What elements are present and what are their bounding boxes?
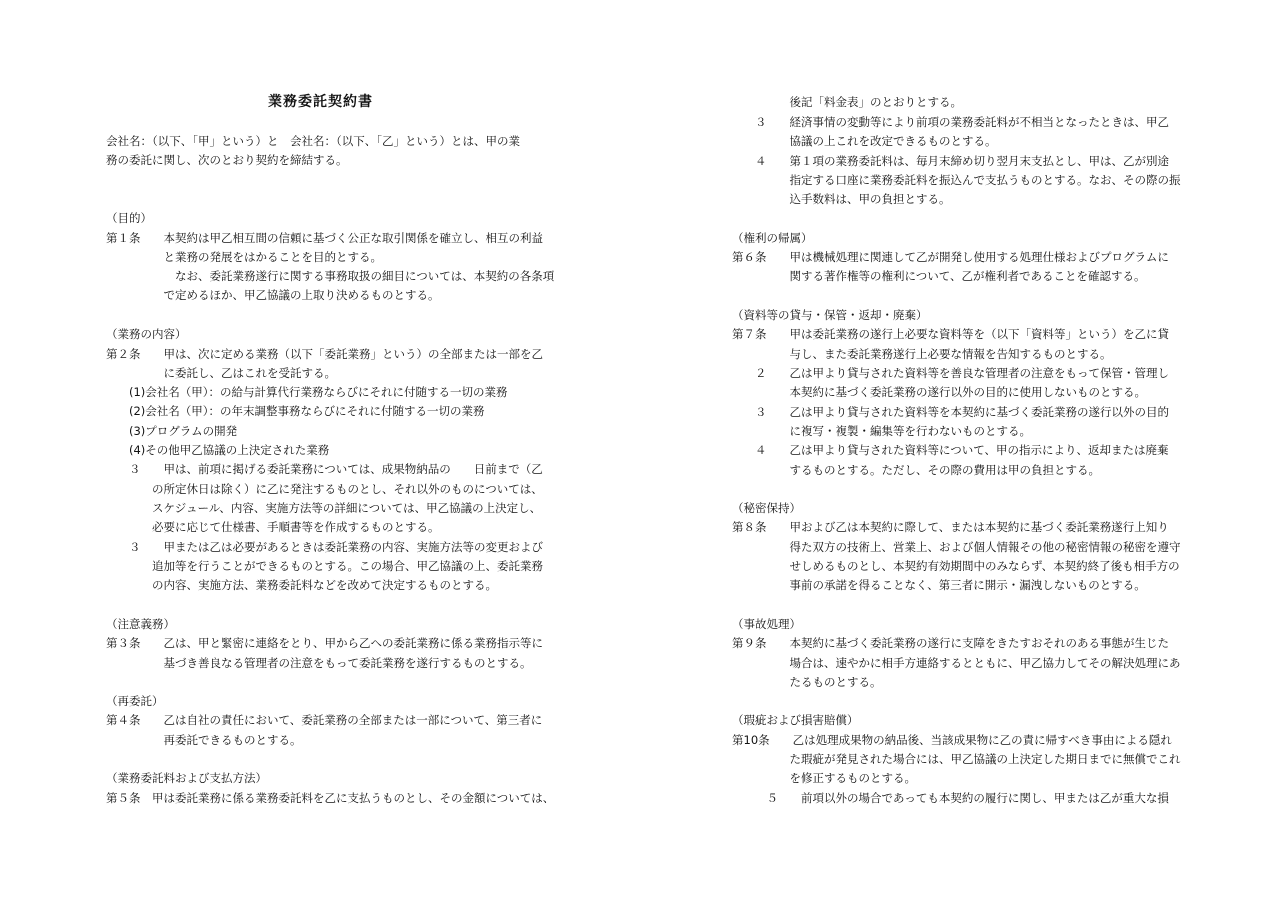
section-heading: （業務委託料および支払方法） bbox=[106, 771, 267, 785]
article-line: 第４条 乙は自社の責任において、委託業務の全部または一部について、第三者に bbox=[106, 713, 543, 727]
preamble-line: 務の委託に関し、次のとおり契約を締結する。 bbox=[106, 153, 348, 167]
list-item: (1)会社名（甲）：の給与計算代行業務ならびにそれに付随する一切の業務 bbox=[106, 385, 508, 399]
article-line: 第６条 甲は機械処理に関連して乙が開発し使用する処理仕様およびプログラムに bbox=[732, 250, 1169, 264]
article-line: に複写・複製・編集等を行わないものとする。 bbox=[732, 424, 1031, 438]
section-heading: （事故処理） bbox=[732, 617, 801, 631]
article-line: を修正するものとする。 bbox=[732, 771, 916, 785]
article-line: 第10条 乙は処理成果物の納品後、当該成果物に乙の責に帰すべき事由による隠れ bbox=[732, 733, 1172, 747]
list-item: (4)その他甲乙協議の上決定された業務 bbox=[106, 443, 330, 457]
section-heading: （業務の内容） bbox=[106, 327, 187, 341]
article-line: 協議の上これを改定できるものとする。 bbox=[732, 134, 997, 148]
article-line: ５ 前項以外の場合であっても本契約の履行に関し、甲または乙が重大な損 bbox=[732, 791, 1169, 805]
article-line: 第３条 乙は、甲と緊密に連絡をとり、甲から乙への委託業務に係る業務指示等に bbox=[106, 636, 543, 650]
article-line: の内容、実施方法、業務委託料などを改めて決定するものとする。 bbox=[106, 578, 497, 592]
article-line: なお、委託業務遂行に関する事務取扱の細目については、本契約の各条項 bbox=[106, 269, 555, 283]
article-line: 再委託できるものとする。 bbox=[106, 733, 302, 747]
list-item: (2)会社名（甲）：の年末調整事務ならびにそれに付随する一切の業務 bbox=[106, 404, 485, 418]
section-heading: （資料等の貸与・保管・返却・廃棄） bbox=[732, 308, 928, 322]
article-line: ２ 乙は甲より貸与された資料等を善良な管理者の注意をもって保管・管理し bbox=[732, 366, 1169, 380]
article-line: 場合は、速やかに相手方連絡するとともに、甲乙協力してその解決処理にあ bbox=[732, 656, 1181, 670]
article-line: するものとする。ただし、その際の費用は甲の負担とする。 bbox=[732, 463, 1100, 477]
article-line: で定めるほか、甲乙協議の上取り決めるものとする。 bbox=[106, 288, 440, 302]
article-line: 本契約に基づく委託業務の遂行以外の目的に使用しないものとする。 bbox=[732, 385, 1146, 399]
document-title: 業務委託契約書 bbox=[268, 94, 373, 110]
article-line: ３ 甲は、前項に掲げる委託業務については、成果物納品の 日前まで（乙 bbox=[106, 462, 543, 476]
section-heading: （目的） bbox=[106, 211, 152, 225]
article-line: 事前の承諾を得ることなく、第三者に開示・漏洩しないものとする。 bbox=[732, 578, 1146, 592]
preamble-line: 会社名：（以下、「甲」という）と 会社名：（以下、「乙」という）とは、甲の業 bbox=[106, 134, 520, 148]
article-line: ４ 第１項の業務委託料は、毎月末締め切り翌月末支払とし、甲は、乙が別途 bbox=[732, 154, 1169, 168]
article-line: 与し、また委託業務遂行上必要な情報を告知するものとする。 bbox=[732, 347, 1112, 361]
section-heading: （権利の帰属） bbox=[732, 231, 813, 245]
article-line: スケジュール、内容、実施方法等の詳細については、甲乙協議の上決定し、 bbox=[106, 501, 542, 515]
article-line: ３ 甲または乙は必要があるときは委託業務の内容、実施方法等の変更および bbox=[106, 540, 543, 554]
article-line: 第１条 本契約は甲乙相互間の信頼に基づく公正な取引関係を確立し、相互の利益 bbox=[106, 231, 543, 245]
article-line: たるものとする。 bbox=[732, 675, 882, 689]
article-line: 第７条 甲は委託業務の遂行上必要な資料等を（以下「資料等」という）を乙に貸 bbox=[732, 327, 1169, 341]
article-line: 第２条 甲は、次に定める業務（以下「委託業務」という）の全部または一部を乙 bbox=[106, 347, 543, 361]
section-heading: （瑕疵および損害賠償） bbox=[732, 713, 859, 727]
article-line: 基づき善良なる管理者の注意をもって委託業務を遂行するものとする。 bbox=[106, 656, 532, 670]
article-line: 必要に応じて仕様書、手順書等を作成するものとする。 bbox=[106, 520, 440, 534]
article-line: 第９条 本契約に基づく委託業務の遂行に支障をきたすおそれのある事態が生じた bbox=[732, 636, 1169, 650]
article-line: 得た双方の技術上、営業上、および個人情報その他の秘密情報の秘密を遵守 bbox=[732, 540, 1181, 554]
section-heading: （再委託） bbox=[106, 694, 164, 708]
article-line: の所定休日は除く）に乙に発注するものとし、それ以外のものについては、 bbox=[106, 482, 543, 496]
article-line: 指定する口座に業務委託料を振込んで支払うものとする。なお、その際の振 bbox=[732, 173, 1181, 187]
section-heading: （秘密保持） bbox=[732, 501, 801, 515]
article-line: 第８条 甲および乙は本契約に際して、または本契約に基づく委託業務遂行上知り bbox=[732, 520, 1169, 534]
article-line: せしめるものとし、本契約有効期間中のみならず、本契約終了後も相手方の bbox=[732, 559, 1180, 573]
article-line: た瑕疵が発見された場合には、甲乙協議の上決定した期日までに無償でこれ bbox=[732, 752, 1181, 766]
article-line: 込手数料は、甲の負担とする。 bbox=[732, 192, 951, 206]
article-line: ４ 乙は甲より貸与された資料等について、甲の指示により、返却または廃棄 bbox=[732, 443, 1169, 457]
section-heading: （注意義務） bbox=[106, 617, 175, 631]
article-line: ３ 経済事情の変動等により前項の業務委託料が不相当となったときは、甲乙 bbox=[732, 115, 1169, 129]
list-item: (3)プログラムの開発 bbox=[106, 424, 238, 438]
article-line: 後記「料金表」のとおりとする。 bbox=[732, 95, 962, 109]
article-line: 関する著作権等の権利について、乙が権利者であることを確認する。 bbox=[732, 269, 1146, 283]
article-line: と業務の発展をはかることを目的とする。 bbox=[106, 250, 382, 264]
article-line: 第５条 甲は委託業務に係る業務委託料を乙に支払うものとし、その金額については、 bbox=[106, 791, 555, 805]
article-line: に委託し、乙はこれを受託する。 bbox=[106, 366, 336, 380]
article-line: ３ 乙は甲より貸与された資料等を本契約に基づく委託業務の遂行以外の目的 bbox=[732, 405, 1169, 419]
article-line: 追加等を行うことができるものとする。この場合、甲乙協議の上、委託業務 bbox=[106, 559, 543, 573]
